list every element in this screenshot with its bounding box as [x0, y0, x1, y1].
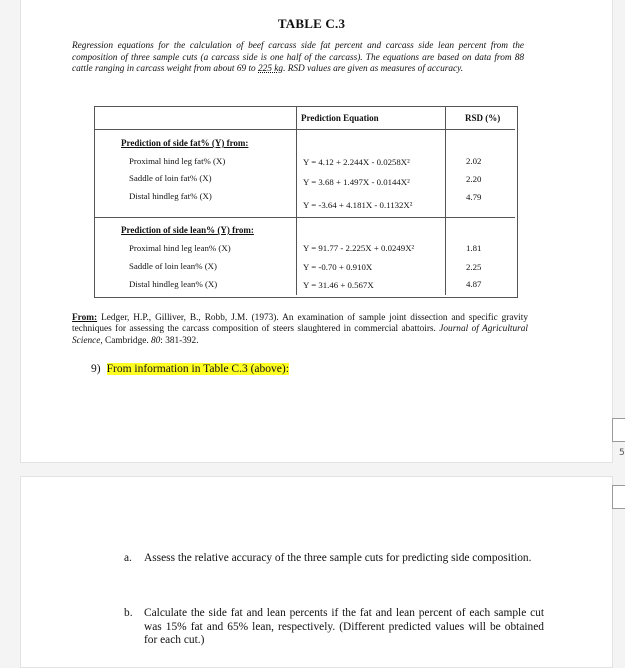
section-heading-lean: Prediction of side lean% (Y) from:: [121, 225, 254, 235]
row-label: Distal hindleg lean% (X): [129, 279, 218, 289]
row-label: Saddle of loin lean% (X): [129, 261, 217, 271]
row-equation: Y = 4.12 + 2.244X - 0.0258X²: [303, 157, 410, 167]
section-heading-fat: Prediction of side fat% (Y) from:: [121, 138, 249, 148]
row-rsd: 1.81: [466, 243, 482, 253]
row-equation: Y = 31.46 + 0.567X: [303, 280, 374, 290]
question-b-marker: b.: [124, 607, 133, 619]
regression-table: [94, 106, 518, 298]
source-citation: From: Ledger, H.P., Gilliver, B., Robb, J.M. (1973). An examination of sample joint dissection and specific gravity techniques for assessing the carcass composition of steers slaughtered in commercial abattoirs. Journal of Agricultural Science, Cambridge. 80: 381-392.: [72, 313, 528, 346]
table-title: TABLE C.3: [277, 16, 346, 31]
equation-column-header: Prediction Equation: [301, 113, 379, 123]
row-equation: Y = -0.70 + 0.910X: [303, 262, 373, 272]
row-equation: Y = -3.64 + 4.181X - 0.1132X²: [303, 200, 413, 210]
row-rsd: 2.25: [466, 262, 482, 272]
question-a-marker: a.: [124, 552, 132, 564]
side-panel-tab[interactable]: [612, 485, 625, 509]
side-panel-tab[interactable]: [612, 418, 625, 442]
side-glyph: 5: [619, 448, 625, 458]
row-label: Proximal hind leg lean% (X): [129, 243, 231, 253]
row-rsd: 4.87: [466, 279, 482, 289]
row-label: Saddle of loin fat% (X): [129, 173, 212, 183]
question-9: 9) From information in Table C.3 (above):: [91, 363, 289, 375]
row-rsd: 4.79: [466, 192, 482, 202]
table-caption: Regression equations for the calculation of beef carcass side fat percent and carcass side lean percent from the composition of three sample cuts (a carcass side is one half of the carcass). The equations are based on data from 88 cattle ranging in carcass weight from about 69 to 225 kg. RSD values are given as measures of accuracy.: [72, 41, 524, 75]
question-a-text: Assess the relative accuracy of the three sample cuts for predicting side composition.: [144, 552, 532, 564]
question-b-text: Calculate the side fat and lean percents if the fat and lean percent of each sample cut was 15% fat and 65% lean, respectively. (Different predicted values will be obtained for each cut.): [144, 607, 544, 647]
row-rsd: 2.20: [466, 174, 482, 184]
row-rsd: 2.02: [466, 156, 482, 166]
row-label: Distal hindleg fat% (X): [129, 191, 212, 201]
rsd-column-header: RSD (%): [465, 113, 501, 123]
row-equation: Y = 3.68 + 1.497X - 0.0144X²: [303, 177, 410, 187]
highlighted-prompt: From information in Table C.3 (above):: [106, 363, 289, 375]
row-label: Proximal hind leg fat% (X): [129, 156, 226, 166]
row-equation: Y = 91.77 - 2.225X + 0.0249X²: [303, 243, 415, 253]
